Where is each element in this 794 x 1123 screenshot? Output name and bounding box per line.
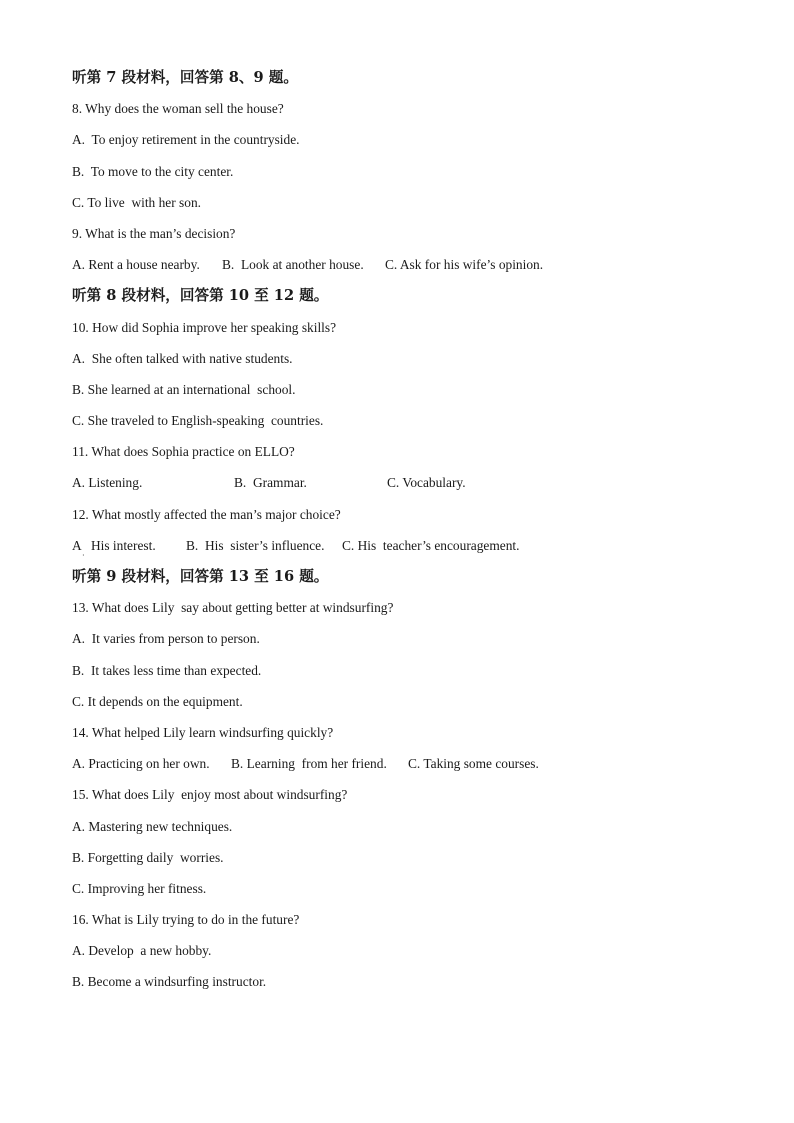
- option-10-c: C. She traveled to English-speaking countries.: [72, 413, 324, 429]
- option-10-a: A. She often talked with native students.: [72, 350, 293, 366]
- document-page: [72, 62, 762, 998]
- question-10: 10. How did Sophia improve her speaking skills?: [72, 319, 337, 335]
- question-15: 15. What does Lily enjoy most about windsurfing?: [72, 787, 348, 803]
- section-heading: 听第 8 段材料，回答第 10 至 12 题。: [72, 287, 329, 305]
- option-16-b: B. Become a windsurfing instructor.: [72, 974, 267, 990]
- option-11-b: B. Grammar.: [234, 475, 307, 491]
- option-12-a: A His interest.: [72, 537, 156, 553]
- section-heading: 听第 7 段材料，回答第 8、9 题。: [72, 69, 298, 86]
- option-11-c: C. Vocabulary.: [387, 475, 466, 491]
- option-15-b: B. Forgetting daily worries.: [72, 849, 224, 865]
- question-11: 11. What does Sophia practice on ELLO?: [72, 444, 295, 460]
- option-9-a: A. Rent a house nearby.: [72, 257, 200, 273]
- option-14-a: A. Practicing on her own.: [72, 756, 210, 772]
- question-14: 14. What helped Lily learn windsurfing quickly?: [72, 724, 334, 740]
- option-9-b: B. Look at another house.: [222, 257, 364, 273]
- question-12: 12. What mostly affected the man’s major choice?: [72, 506, 341, 522]
- option-14-c: C. Taking some courses.: [408, 756, 539, 772]
- stray-dot: ·: [82, 550, 85, 560]
- question-13: 13. What does Lily say about getting better at windsurfing?: [72, 600, 394, 616]
- option-13-a: A. It varies from person to person.: [72, 631, 260, 647]
- option-9-c: C. Ask for his wife’s opinion.: [385, 257, 544, 273]
- options-12: [72, 530, 762, 561]
- option-8-a: A. To enjoy retirement in the countryside.: [72, 132, 300, 148]
- question-9: 9. What is the man’s decision?: [72, 225, 236, 241]
- options-9: [72, 249, 762, 280]
- option-8-b: B. To move to the city center.: [72, 163, 234, 179]
- options-14: [72, 748, 762, 779]
- option-15-a: A. Mastering new techniques.: [72, 818, 233, 834]
- section-heading: 听第 9 段材料，回答第 13 至 16 题。: [72, 568, 329, 585]
- option-12-b: B. His sister’s influence.: [186, 537, 325, 553]
- option-10-b: B. She learned at an international school.: [72, 381, 296, 397]
- option-14-b: B. Learning from her friend.: [231, 756, 387, 772]
- option-12-c: C. His teacher’s encouragement.: [342, 537, 520, 553]
- option-13-b: B. It takes less time than expected.: [72, 662, 262, 678]
- question-8: 8. Why does the woman sell the house?: [72, 101, 284, 117]
- option-16-a: A. Develop a new hobby.: [72, 943, 212, 959]
- options-11: [72, 467, 762, 498]
- option-15-c: C. Improving her fitness.: [72, 880, 207, 896]
- option-11-a: A. Listening.: [72, 475, 143, 491]
- question-16: 16. What is Lily trying to do in the future?: [72, 912, 300, 928]
- option-8-c: C. To live with her son.: [72, 194, 201, 210]
- option-13-c: C. It depends on the equipment.: [72, 693, 243, 709]
